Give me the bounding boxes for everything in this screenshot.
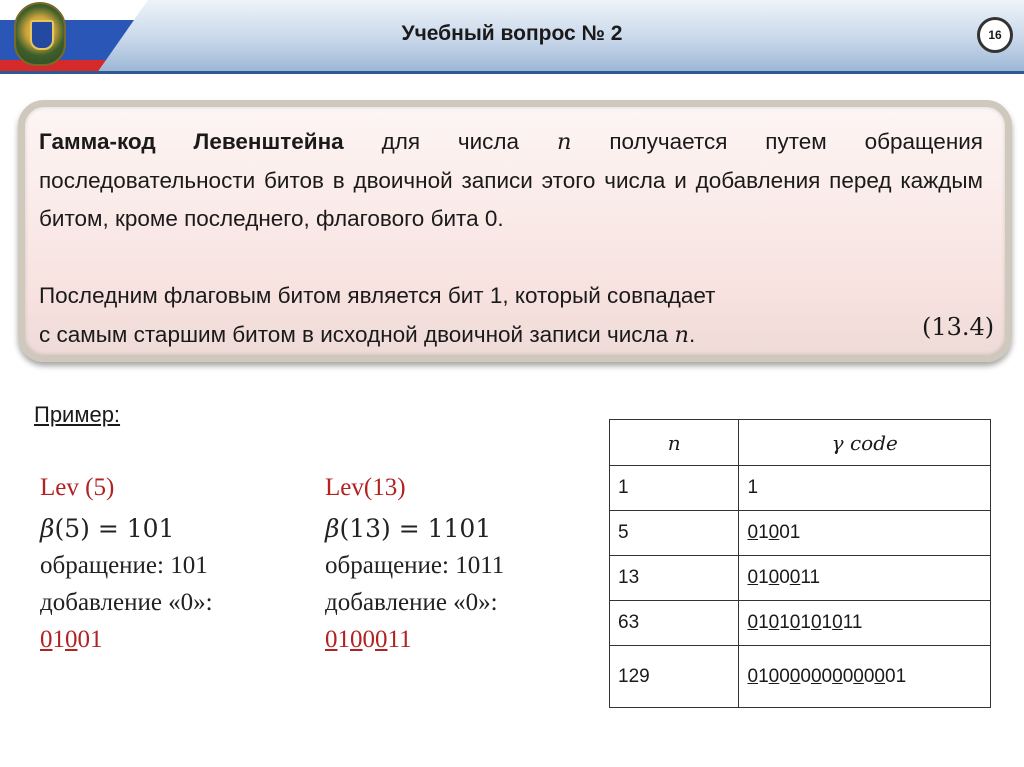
gamma-code-table	[609, 419, 991, 708]
beta-value: (5) = 101	[54, 514, 175, 543]
code-bit: 0	[821, 665, 833, 687]
flag-bit: 0	[65, 626, 78, 653]
beta-expression	[325, 510, 595, 547]
cell-gamma-code	[739, 511, 991, 556]
table-row	[610, 646, 991, 708]
code-bit: 1	[747, 477, 759, 498]
flag-bit: 0	[747, 522, 759, 543]
flag-bit: 0	[768, 665, 780, 687]
code-bit: 1	[399, 626, 412, 653]
code-bit: 0	[779, 522, 790, 543]
slide-title: Учебный вопрос № 2	[401, 22, 623, 45]
flag-bit: 0	[853, 665, 864, 687]
definition-term: Гамма-код Левенштейна	[39, 129, 344, 154]
cell-gamma-code	[739, 556, 991, 601]
flag-bit: 0	[810, 665, 822, 687]
table-header-row	[610, 420, 991, 466]
definition-line-a: Последним флаговым битом является бит 1, который совпадает	[39, 283, 716, 308]
cell-n: 1	[610, 466, 739, 511]
flag-bit: 0	[832, 665, 843, 687]
flag-bit: 0	[832, 612, 843, 633]
variable-n-2: n	[674, 321, 689, 348]
table-row	[610, 511, 991, 556]
beta-symbol: β	[325, 514, 340, 543]
example-label: Пример:	[34, 402, 121, 427]
addition-step: добавление «0»:	[325, 589, 498, 616]
page-number-badge: 16	[977, 17, 1013, 53]
code-bit: 1	[387, 626, 400, 653]
cell-n: 13	[610, 556, 739, 601]
example-title: Lev (5)	[40, 474, 115, 501]
definition-text-part2: получается путем обращения последовательности битов в двоичной записи этого числа и добавления перед каждым битом, кроме последнего, флагового бита 0.	[39, 129, 983, 231]
inversion-step: обращение: 101	[40, 552, 208, 579]
flag-bit: 0	[789, 567, 801, 588]
code-bit: 0	[77, 626, 90, 653]
column-header-gamma-code: γ code	[739, 420, 991, 466]
code-bit: 0	[779, 665, 790, 687]
definition-box	[18, 100, 1012, 362]
definition-line-b	[39, 316, 919, 355]
table-row	[610, 556, 991, 601]
example-lev-5	[40, 470, 310, 658]
beta-value: (13) = 1101	[339, 514, 492, 543]
code-bit: 0	[885, 665, 896, 687]
code-bit: 0	[362, 626, 375, 653]
code-bit: 1	[800, 567, 810, 588]
code-bit: 1	[789, 522, 801, 543]
flag-bit: 0	[350, 626, 363, 653]
flag-bit: 0	[768, 522, 780, 543]
beta-expression	[40, 510, 310, 547]
code-bit: 1	[758, 522, 769, 543]
inversion-step: обращение: 1011	[325, 552, 505, 579]
code-bit: 1	[821, 612, 833, 633]
equation-number: (13.4)	[922, 313, 995, 341]
flag-bit: 0	[789, 665, 801, 687]
definition-text-part1: для числа	[343, 129, 557, 154]
variable-n: n	[556, 129, 572, 155]
example-title: Lev(13)	[325, 474, 406, 501]
code-bit: 1	[851, 612, 863, 633]
flag-bit: 0	[747, 612, 759, 633]
code-bit: 1	[337, 626, 350, 653]
code-bit: 1	[758, 567, 769, 588]
code-bit: 1	[779, 612, 790, 633]
result-code	[40, 621, 310, 658]
cell-n: 63	[610, 601, 739, 646]
flag-bit: 0	[747, 567, 759, 588]
cell-gamma-code	[739, 646, 991, 708]
table-row	[610, 601, 991, 646]
code-bit: 1	[809, 567, 821, 588]
definition-paragraph	[39, 123, 983, 239]
flag-bit: 0	[375, 626, 388, 653]
definition-second-paragraph	[39, 277, 919, 354]
example-lev-13	[325, 470, 595, 658]
code-bit: 1	[52, 626, 65, 653]
code-bit: 0	[779, 567, 790, 588]
flag-bit: 0	[768, 612, 780, 633]
flag-bit: 0	[789, 612, 801, 633]
flag-bit: 0	[747, 665, 759, 687]
table-row	[610, 466, 991, 511]
flag-bit: 0	[40, 626, 53, 653]
code-bit: 1	[842, 612, 852, 633]
code-bit: 0	[800, 665, 811, 687]
definition-line-b-end: .	[688, 321, 696, 347]
code-bit: 1	[758, 612, 769, 633]
column-header-n: n	[610, 420, 739, 466]
definition-line-b-text: с самым старшим битом в исходной двоичной записи числа	[39, 321, 675, 347]
cell-n: 5	[610, 511, 739, 556]
flag-bit: 0	[768, 567, 780, 588]
code-bit: 1	[895, 665, 907, 687]
code-bit: 1	[90, 626, 103, 653]
cell-gamma-code	[739, 601, 991, 646]
beta-symbol: β	[40, 514, 55, 543]
code-bit: 0	[863, 665, 875, 687]
flag-bit: 0	[874, 665, 885, 687]
code-bit: 1	[800, 612, 811, 633]
code-bit: 0	[842, 665, 854, 687]
addition-step: добавление «0»:	[40, 589, 213, 616]
code-bit: 1	[758, 665, 769, 687]
result-code	[325, 621, 595, 658]
table-body	[610, 466, 991, 708]
header-bar	[0, 0, 1024, 74]
flag-bit: 0	[325, 626, 338, 653]
flag-bit: 0	[810, 612, 822, 633]
cell-gamma-code	[739, 466, 991, 511]
cell-n: 129	[610, 646, 739, 708]
